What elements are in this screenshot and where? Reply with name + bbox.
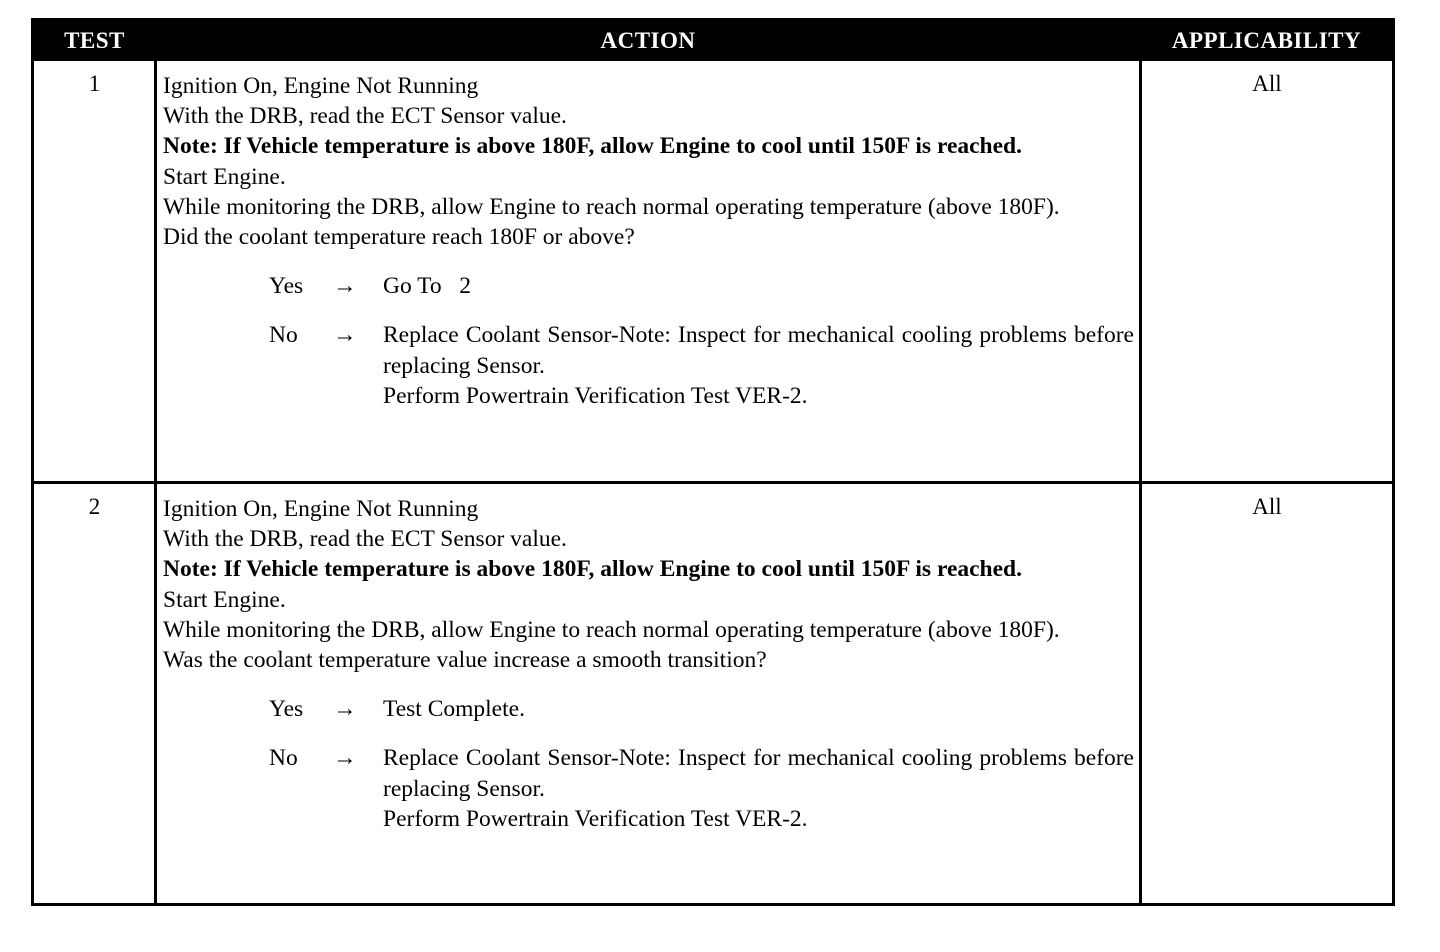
action-line: With the DRB, read the ECT Sensor value.: [163, 103, 567, 130]
arrow-icon: →: [333, 322, 357, 349]
no-result-line: Replace Coolant Sensor-Note: Inspect for mechanical cooling problems before replacing Sensor.: [383, 322, 1134, 379]
table-row: [34, 484, 1392, 903]
applicability-cell: All: [1252, 494, 1282, 519]
diagnostic-table: [31, 18, 1395, 906]
header-test: TEST: [64, 28, 125, 53]
action-question: Did the coolant temperature reach 180F or above?: [163, 224, 635, 251]
action-line: While monitoring the DRB, allow Engine to reach normal operating temperature (above 180F).: [163, 616, 1060, 643]
action-line: Start Engine.: [163, 163, 286, 190]
test-number: 1: [88, 71, 101, 96]
no-label: No: [269, 322, 298, 349]
header-applicability: APPLICABILITY: [1171, 28, 1362, 53]
no-result-line: Perform Powertrain Verification Test VER-2.: [383, 805, 808, 832]
applicability-cell: All: [1252, 71, 1282, 96]
action-line: With the DRB, read the ECT Sensor value.: [163, 526, 567, 553]
action-note: Note: If Vehicle temperature is above 180F, allow Engine to cool until 150F is reached.: [163, 133, 1023, 160]
action-line: Ignition On, Engine Not Running: [163, 73, 479, 99]
yes-choice: [163, 271, 1134, 301]
arrow-icon: →: [333, 745, 357, 772]
yes-result: Test Complete.: [383, 696, 525, 723]
no-result-line: Replace Coolant Sensor-Note: Inspect for mechanical cooling problems before replacing Sensor.: [383, 745, 1134, 802]
no-result: [383, 320, 1134, 411]
action-line: Ignition On, Engine Not Running: [163, 496, 479, 522]
action-note: Note: If Vehicle temperature is above 180F, allow Engine to cool until 150F is reached.: [163, 556, 1023, 583]
no-choice: [163, 320, 1134, 409]
yes-label: Yes: [269, 273, 304, 300]
table-header: [34, 21, 1392, 61]
arrow-icon: →: [333, 696, 357, 723]
arrow-icon: →: [333, 273, 357, 300]
yes-choice: [163, 694, 1134, 724]
header-action: ACTION: [600, 28, 696, 53]
no-result: [383, 743, 1134, 834]
yes-label: Yes: [269, 696, 304, 723]
test-number: 2: [88, 494, 101, 519]
action-line: Start Engine.: [163, 586, 286, 613]
action-line: While monitoring the DRB, allow Engine to reach normal operating temperature (above 180F).: [163, 193, 1060, 220]
no-label: No: [269, 745, 298, 772]
action-question: Was the coolant temperature value increase a smooth transition?: [163, 647, 767, 674]
no-choice: [163, 743, 1134, 832]
no-result-line: Perform Powertrain Verification Test VER-2.: [383, 382, 808, 409]
table-row: [34, 61, 1392, 481]
action-cell: [163, 494, 1134, 832]
action-cell: [163, 71, 1134, 409]
yes-result: Go To 2: [383, 273, 472, 300]
